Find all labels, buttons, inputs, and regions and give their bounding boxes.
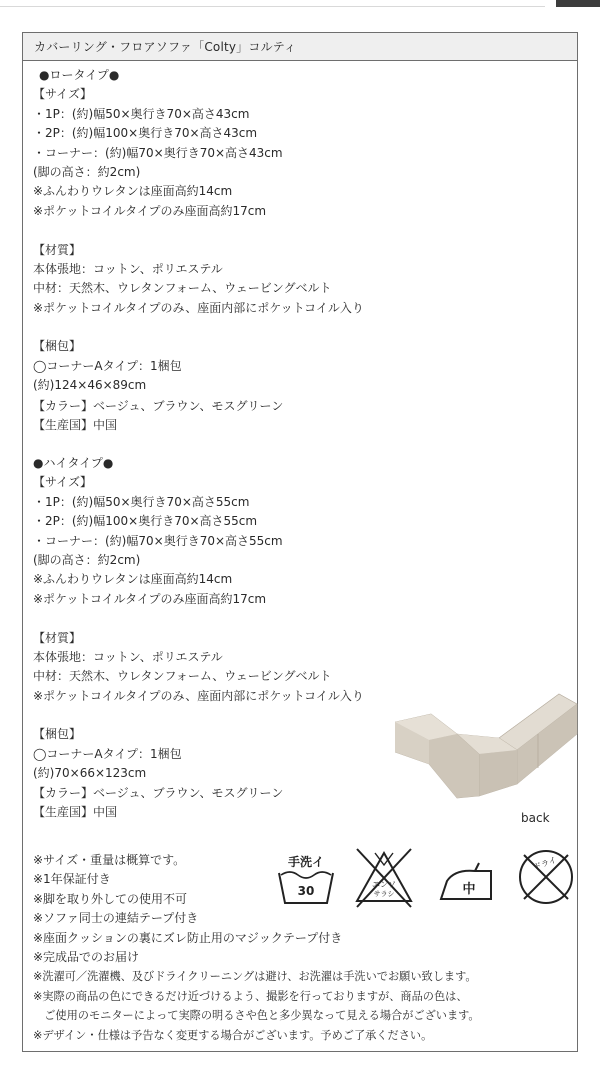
spec-line: ・2P：(約)幅100×奥行き70×高さ55cm — [33, 514, 258, 529]
spec-line: 【カラー】ベージュ、ブラウン、モスグリーン — [33, 786, 284, 800]
spec-line: 【梱包】 — [33, 727, 82, 742]
spec-line: ※ポケットコイルタイプのみ、座面内部にポケットコイル入り — [33, 300, 364, 315]
care-label: エンソ — [372, 880, 396, 889]
spec-line: 【生産国】中国 — [33, 805, 118, 820]
spec-line: ※ポケットコイルタイプのみ座面高約17cm — [33, 591, 267, 606]
spec-line: ※ふんわりウレタンは座面高約14cm — [33, 184, 233, 199]
spec-line: (約)70×66×123cm — [33, 766, 147, 781]
spec-line: 中材：天然木、ウレタンフォーム、ウェービングベルト — [33, 669, 332, 684]
note-line: ※ソファ同士の連結テープ付き — [33, 911, 199, 926]
spec-line: ・コーナー：(約)幅70×奥行き70×高さ43cm — [33, 145, 283, 160]
spec-line: ・2P：(約)幅100×奥行き70×高さ43cm — [33, 126, 258, 141]
spec-line: ◯コーナーAタイプ：1梱包 — [33, 746, 182, 761]
care-label: サラシ — [373, 890, 395, 898]
spec-panel — [22, 32, 578, 1052]
panel-title: カバーリング・フロアソファ「Colty」コルティ — [23, 33, 577, 61]
spec-line: (脚の高さ：約2cm) — [33, 552, 141, 567]
spec-line: 本体張地：コットン、ポリエステル — [33, 261, 223, 276]
spec-line — [33, 318, 364, 337]
spec-line: 【カラー】ベージュ、ブラウン、モスグリーン — [33, 399, 284, 413]
care-label: 中 — [462, 882, 476, 897]
no-tumble-dry-icon — [515, 845, 577, 909]
spec-line: ◯コーナーAタイプ：1梱包 — [33, 358, 182, 373]
image-caption: back — [521, 811, 550, 825]
spec-line: ・コーナー：(約)幅70×奥行き70×高さ55cm — [33, 533, 283, 548]
spec-line: ※ポケットコイルタイプのみ座面高約17cm — [33, 203, 267, 218]
note-line: ※洗濯可／洗濯機、及びドライクリーニングは避け、お洗濯は手洗いでお願い致します。 — [33, 970, 477, 984]
spec-line: ・1P：(約)幅50×奥行き70×高さ43cm — [33, 106, 250, 121]
spec-line — [33, 609, 364, 628]
spec-line: 【サイズ】 — [33, 475, 93, 490]
note-line: ※サイズ・重量は概算です。 — [33, 853, 186, 867]
note-line: ※1年保証付き — [33, 872, 111, 887]
spec-line: ●ハイタイプ● — [33, 456, 114, 470]
note-line: ※実際の商品の色にできるだけ近づけるよう、撮影を行っておりますが、商品の色は、 — [33, 989, 468, 1003]
note-line: ※デザイン・仕様は予告なく変更する場合がございます。予めご了承ください。 — [33, 1028, 433, 1042]
spec-line: 本体張地：コットン、ポリエステル — [33, 649, 223, 664]
care-label: ドライ — [532, 855, 558, 872]
spec-line: 【梱包】 — [33, 339, 82, 354]
spec-line: ・1P：(約)幅50×奥行き70×高さ55cm — [33, 494, 250, 509]
low-type-extra — [33, 397, 283, 436]
spec-line — [33, 221, 364, 240]
spec-line: 【サイズ】 — [33, 87, 93, 102]
spec-line: ●ロータイプ● — [39, 68, 120, 82]
note-line: ※完成品でのお届け — [33, 949, 140, 964]
spec-line: ※ふんわりウレタンは座面高約14cm — [33, 572, 233, 587]
care-label: 手洗イ — [287, 855, 325, 869]
low-type-specs — [33, 66, 364, 396]
spec-line: (脚の高さ：約2cm) — [33, 164, 141, 179]
high-type-extra — [33, 784, 283, 823]
note-line: ※座面クッションの裏にズレ防止用のマジックテープ付き — [33, 930, 343, 945]
spec-line: 【生産国】中国 — [33, 418, 118, 433]
spec-line: 【材質】 — [33, 630, 82, 645]
note-line: ご使用のモニターによって実際の明るさや色と多少異なって見える場合がございます。 — [33, 1009, 480, 1023]
note-line: ※脚を取り外しての使用不可 — [33, 891, 188, 906]
spec-line — [33, 706, 364, 725]
high-type-specs — [33, 454, 364, 784]
notes — [33, 851, 480, 1045]
care-value: 30 — [297, 884, 315, 898]
top-tab-marker — [556, 0, 600, 7]
spec-line: (約)124×46×89cm — [33, 378, 147, 393]
spec-line: 【材質】 — [33, 242, 82, 257]
top-divider — [0, 6, 545, 7]
spec-line: 中材：天然木、ウレタンフォーム、ウェービングベルト — [33, 281, 332, 296]
sofa-back-image — [395, 692, 579, 802]
spec-line: ※ポケットコイルタイプのみ、座面内部にポケットコイル入り — [33, 688, 364, 703]
